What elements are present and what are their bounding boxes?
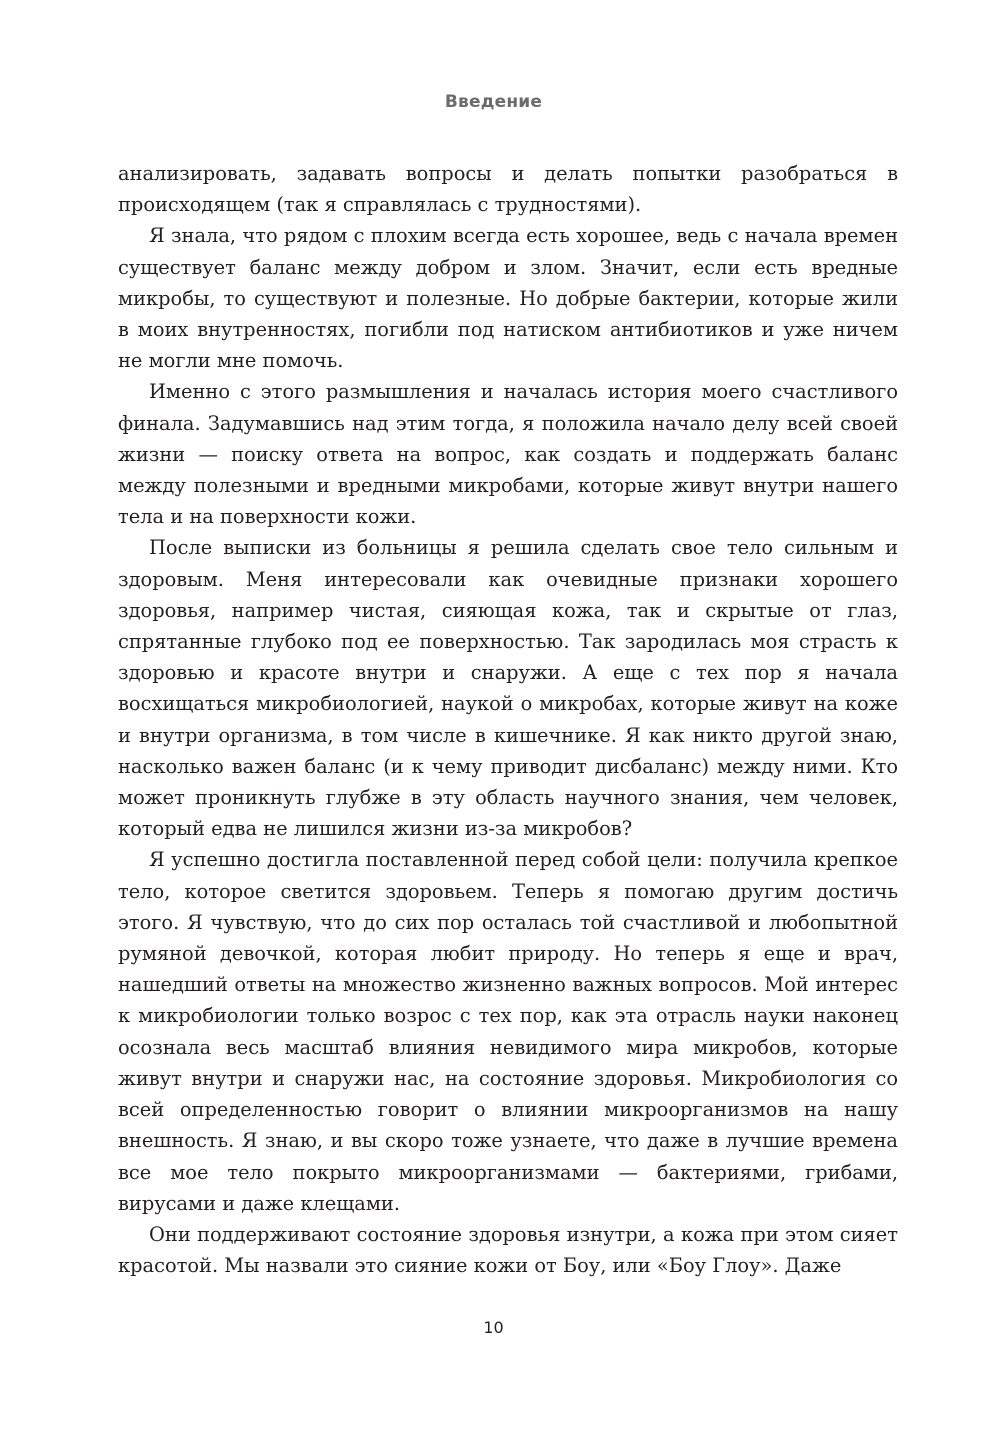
body-text [118, 158, 898, 1281]
page-number: 10 [483, 1318, 504, 1337]
paragraph-2: Я знала, что рядом с плохим всегда есть хорошее, ведь с начала времен существует баланс между добром и злом. Значит, если есть вредные микробы, то существуют и полезные. Но добрые бактерии, которые жили в моих внутренностях, погибли под натиском антибиотиков и уже ничем не могли мне помочь. [118, 224, 898, 373]
paragraph-1: анализировать, задавать вопросы и делать попытки разобраться в происходящем (так я справлялась с трудностями). [118, 162, 898, 217]
paragraph-5: Я успешно достигла поставленной перед собой цели: получила крепкое тело, которое светится здоровьем. Теперь я помогаю другим достичь этого. Я чувствую, что до сих пор осталась той счастливой и любопытной румяной девочкой, которая любит природу. Но теперь я еще и врач, нашедший ответы на множество жизненно важных вопросов. Мой интерес к микробиологии только возрос с тех пор, как эта отрасль науки наконец осознала весь масштаб влияния невидимого мира микробов, которые живут внутри и снаружи нас, на состояние здоровья. Микробиология со всей определенностью говорит о влиянии микроорганизмов на нашу внешность. Я знаю, и вы скоро тоже узнаете, что даже в лучшие времена все мое тело покрыто микроорганизмами — бактериями, грибами, вирусами и даже клещами. [118, 848, 898, 1215]
paragraph-4: После выписки из больницы я решила сделать свое тело сильным и здоровым. Меня интересовали как очевидные признаки хорошего здоровья, например чистая, сияющая кожа, так и скрытые от глаз, спрятанные глубоко под ее поверхностью. Так зародилась моя страсть к здоровью и красоте внутри и снаружи. А еще с тех пор я начала восхищаться микробиологией, наукой о микробах, которые живут на коже и внутри организма, в том числе в кишечнике. Я как никто другой знаю, насколько важен баланс (и к чему приводит дисбаланс) между ними. Кто может проникнуть глубже в эту область научного знания, чем человек, который едва не лишился жизни из-за микробов? [118, 536, 898, 841]
paragraph-3: Именно с этого размышления и началась история моего счастливого финала. Задумавшись над этим тогда, я положила начало делу всей своей жизни — поиску ответа на вопрос, как создать и поддержать баланс между полезными и вредными микробами, которые живут внутри нашего тела и на поверхности кожи. [118, 380, 898, 529]
paragraph-6: Они поддерживают состояние здоровья изнутри, а кожа при этом сияет красотой. Мы назвали это сияние кожи от Боу, или «Боу Глоу». Даже [118, 1222, 898, 1278]
running-head-title: Введение [444, 92, 543, 112]
